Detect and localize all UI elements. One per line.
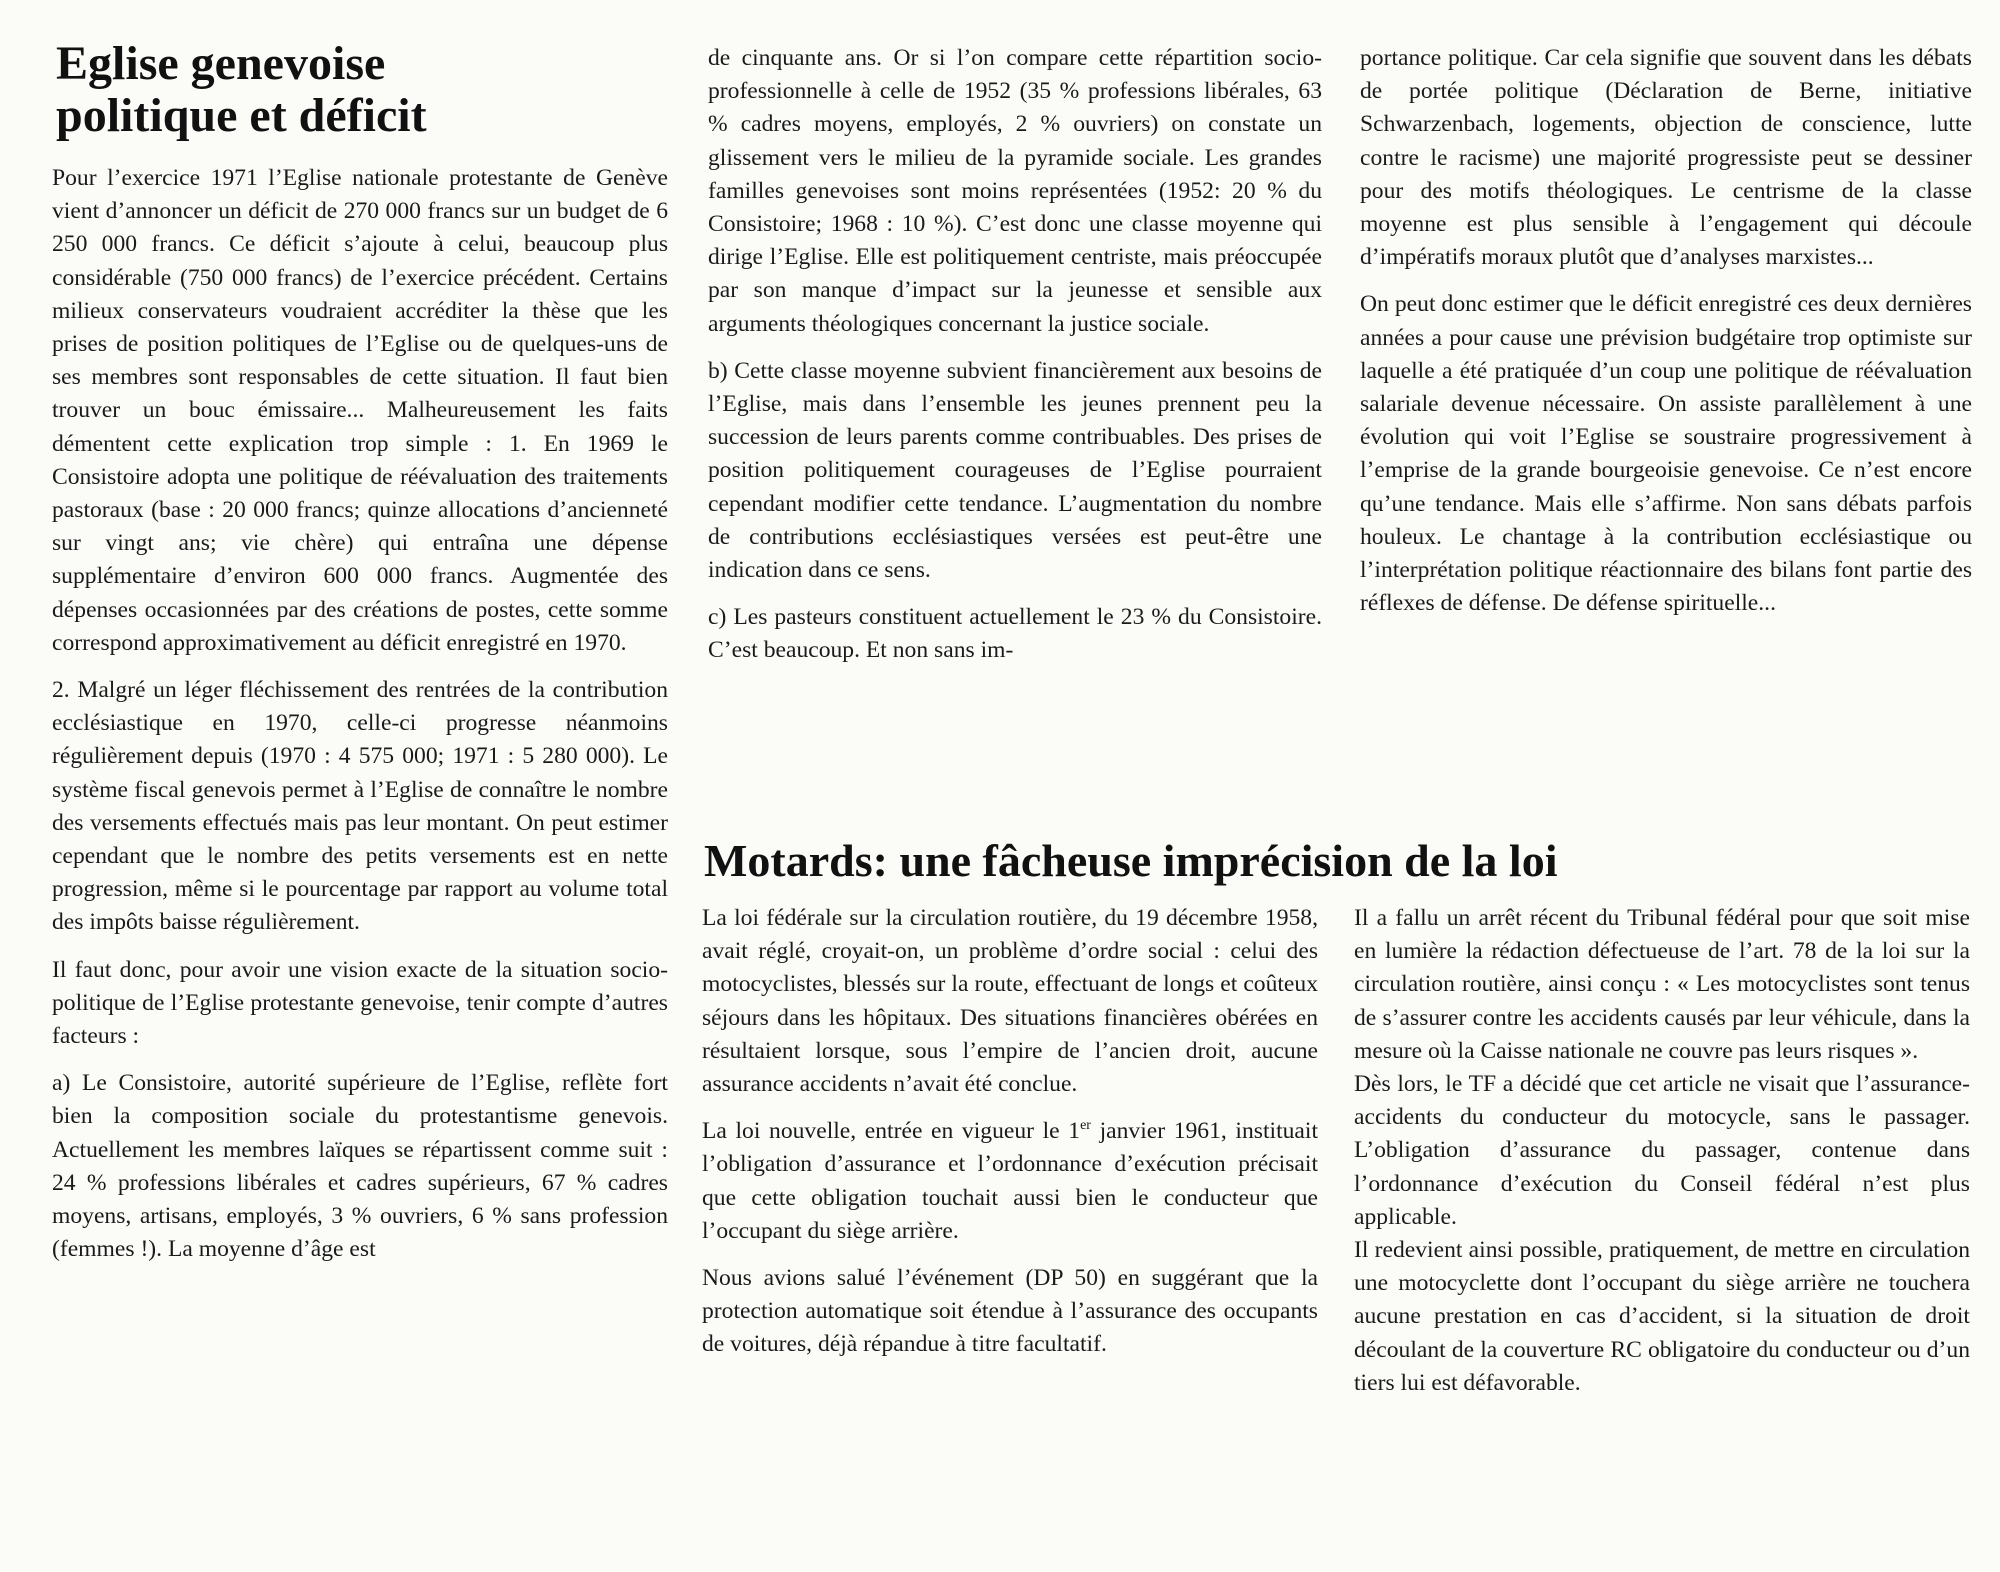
article-eglise-column-1 <box>52 162 668 1281</box>
paragraph: a) Le Consistoire, autorité supérieure de l’Eglise, reflète fort bien la composition sociale du protestantisme genevois. Actuellement les membres laïques se répartissent comme suit : 24 % professions libérales et cadres supérieurs, 67 % cadres moyens, artisans, employés, 3 % ouvriers, 6 % sans profession (femmes !). La moyenne d’âge est <box>52 1070 668 1263</box>
paragraph: On peut donc estimer que le déficit enregistré ces deux dernières années a pour cause une prévision budgétaire trop optimiste sur laquelle a été pratiquée d’un coup une politique de réévaluation salariale devenue nécessaire. On assiste parallèlement à une évolution qui voit l’Eglise se soustraire progressivement à l’emprise de la grande bourgeoisie genevoise. Ce n’est encore qu’une tendance. Mais elle s’affirme. Non sans débats parfois houleux. Le chantage à la contribution ecclésiastique ou l’interprétation politique réactionnaire des bilans font partie des réflexes de défense. De défense spirituelle... <box>1360 291 1972 617</box>
paragraph: Nous avions salué l’événement (DP 50) en suggérant que la protection automatique soit étendue à l’assurance des occupants de voitures, déjà répandue à titre facultatif. <box>702 1265 1318 1358</box>
paragraph: Dès lors, le TF a décidé que cet article ne visait que l’assurance-accidents du conducteur du motocycle, sans le passager. L’obligation d’assurance du passager, contenue dans l’ordonnance d’exécution du Conseil fédéral n’est plus applicable. <box>1354 1071 1970 1230</box>
article-eglise-column-2 <box>708 42 1322 682</box>
paragraph: Il a fallu un arrêt récent du Tribunal fédéral pour que soit mise en lumière la rédaction défectueuse de l’art. 78 de la loi sur la circulation routière, ainsi conçu : « Les motocyclistes sont tenus de s’assurer contre les accidents causés par leur véhicule, dans la mesure où la Caisse nationale ne couvre pas leurs risques ». <box>1354 905 1970 1064</box>
paragraph: de cinquante ans. Or si l’on compare cette répartition socio-professionnelle à celle de 1952 (35 % professions libérales, 63 % cadres moyens, employés, 2 % ouvriers) on constate un glissement vers le milieu de la pyramide sociale. Les grandes familles genevoises sont moins représentées (1952: 20 % du Consistoire; 1968 : 10 %). C’est donc une classe moyenne qui dirige l’Eglise. Elle est politiquement centriste, mais préoccupée par son manque d’impact sur la jeunesse et sensible aux arguments théologiques concernant la justice sociale. <box>708 45 1322 337</box>
article-eglise-headline <box>56 38 656 142</box>
paragraph: portance politique. Car cela signifie que souvent dans les débats de portée politique (Déclaration de Berne, initiative Schwarzenbach, logements, objection de conscience, lutte contre le racisme) une majorité progressiste peut se dessiner pour des motifs théologiques. Le centrisme de la classe moyenne est plus sensible à l’engagement qui découle d’impératifs moraux plutôt que d’analyses marxistes... <box>1360 45 1972 271</box>
headline-line-1: Eglise genevoise <box>56 37 386 90</box>
paragraph: Pour l’exercice 1971 l’Eglise nationale protestante de Genève vient d’annoncer un déficit de 270 000 francs sur un budget de 6 250 000 francs. Ce déficit s’ajoute à celui, beaucoup plus considérable (750 000 francs) de l’exercice précédent. Certains milieux conservateurs voudraient accréditer la thèse que les prises de position politiques de l’Eglise ou de quelques-uns de ses membres sont responsables de cette situation. Il faut bien trouver un bouc émissaire... Malheureusement les faits démentent cette explication trop simple : 1. En 1969 le Consistoire adopta une politique de réévaluation des traitements pastoraux (base : 20 000 francs; quinze allocations d’ancienneté sur vingt ans; vie chère) qui entraîna une dépense supplémentaire d’environ 600 000 francs. Augmentée des dépenses occasionnées par des créations de postes, cette somme correspond approximativement au déficit enregistré en 1970. <box>52 165 668 656</box>
article-eglise-column-3 <box>1360 42 1972 634</box>
paragraph: La loi nouvelle, entrée en vigueur le 1er janvier 1961, instituait l’obligation d’assurance et l’ordonnance d’exécution précisait que cette obligation touchait aussi bien le conducteur que l’occupant du siège arrière. <box>702 1118 1318 1244</box>
ordinal-superscript: er <box>1080 1118 1091 1134</box>
paragraph: c) Les pasteurs constituent actuellement le 23 % du Consistoire. C’est beaucoup. Et non sans im- <box>708 604 1322 664</box>
paragraph: La loi fédérale sur la circulation routière, du 19 décembre 1958, avait réglé, croyait-on, un problème d’ordre social : celui des motocyclistes, blessés sur la route, effectuant de longs et coûteux séjours dans les hôpitaux. Des situations financières obérées en résultaient lorsque, sous l’empire de l’ancien droit, aucune assurance accidents n’avait été conclue. <box>702 905 1318 1098</box>
headline-line-2: politique et déficit <box>56 88 427 142</box>
article-motards-headline: Motards: une fâcheuse imprécision de la loi <box>704 835 1558 886</box>
paragraph: 2. Malgré un léger fléchissement des rentrées de la contribution ecclésiastique en 1970, celle-ci progresse néanmoins régulièrement depuis (1970 : 4 575 000; 1971 : 5 280 000). Le système fiscal genevois permet à l’Eglise de connaître le nombre des versements effectués mais pas leur montant. On peut estimer cependant que le nombre des petits versements est en nette progression, même si le pourcentage par rapport au volume total des impôts baisse régulièrement. <box>52 677 668 936</box>
article-motards-column-2 <box>1354 902 1970 1414</box>
article-motards-column-1 <box>702 902 1318 1376</box>
paragraph: b) Cette classe moyenne subvient financièrement aux besoins de l’Eglise, mais dans l’ensemble les jeunes prennent peu la succession de leurs parents comme contribuables. Des prises de position politiquement courageuses de l’Eglise pourraient cependant modifier cette tendance. L’augmentation du nombre de contributions ecclésiastiques versées est peut-être une indication dans ce sens. <box>708 357 1322 584</box>
paragraph: Il redevient ainsi possible, pratiquement, de mettre en circulation une motocyclette dont l’occupant du siège arrière ne touchera aucune prestation en cas d’accident, si la situation de droit découlant de la couverture RC obligatoire du conducteur ou d’un tiers lui est défavorable. <box>1354 1237 1970 1396</box>
paragraph: Il faut donc, pour avoir une vision exacte de la situation socio-politique de l’Eglise protestante genevoise, tenir compte d’autres facteurs : <box>52 956 668 1050</box>
